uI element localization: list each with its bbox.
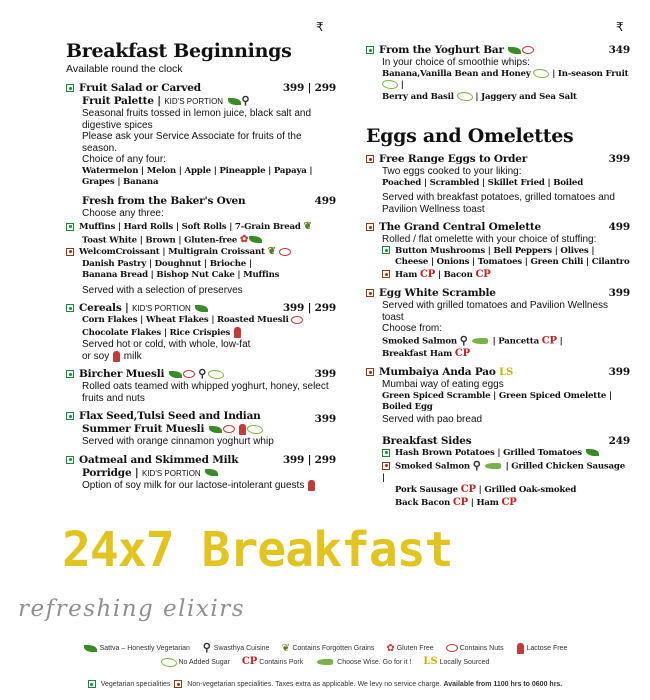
item-name: Fruit Salad or Carved — [79, 82, 201, 94]
item-options: Smoked Salmon — [395, 461, 470, 471]
footer-note — [0, 680, 650, 688]
item-options: Chocolate Flakes | Rice Crispies — [82, 327, 231, 338]
menu-item-flax — [66, 410, 336, 448]
veg-icon — [66, 304, 74, 312]
no-added-sugar-icon — [161, 658, 177, 667]
legend-label: Sattva – Honestly Vegetarian — [99, 644, 190, 652]
item-name: Oatmeal and Skimmed Milk — [79, 453, 239, 466]
nonveg-icon — [366, 155, 374, 163]
kids-portion-label: KID'S PORTION — [141, 468, 201, 478]
item-options: | Jaggery and Sea Salt — [475, 91, 577, 102]
item-choice: Choose from: — [382, 323, 443, 334]
item-price: 399 — [608, 366, 630, 378]
sattva-icon — [249, 236, 262, 243]
nuts-icon — [522, 46, 534, 54]
item-options: Watermelon | Melon | Apple | Pineapple | Papaya | — [82, 165, 313, 176]
banner-24x7-breakfast: 24x7 Breakfast — [62, 522, 453, 578]
contains-pork-label: CP — [241, 656, 258, 667]
item-description: Rolled / flat omelette with your choice of stuffing: — [382, 234, 597, 245]
contains-pork-label: CP — [419, 268, 436, 280]
veg-icon — [382, 449, 390, 457]
footer-nonveg: Non-vegetarian specialities. Taxes extra as applicable. We levy no service charge. — [187, 680, 442, 688]
menu-item-eggs — [366, 153, 630, 215]
item-choice: Choice of any four: — [82, 154, 166, 165]
item-price: 399 — [314, 413, 336, 426]
item-options: Back Bacon — [395, 497, 451, 508]
currency-symbol-right: ₹ — [616, 20, 624, 34]
sattva-icon — [169, 371, 182, 378]
kids-portion-label: KID'S PORTION — [164, 97, 224, 106]
no-added-sugar-icon — [247, 425, 263, 434]
currency-symbol-left: ₹ — [316, 20, 324, 34]
item-name: From the Yoghurt Bar — [379, 44, 504, 56]
lactose-free-icon — [517, 643, 524, 654]
item-description: Seasonal fruits tossed in lemon juice, black salt and digestive spices — [82, 108, 312, 131]
item-description: Served with orange cinnamon yoghurt whip — [82, 436, 274, 448]
item-served: Served with pao bread — [382, 413, 483, 425]
item-options: Poached | Scrambled | Skillet Fried | Boiled — [382, 177, 583, 188]
veg-icon — [382, 246, 390, 254]
item-options: | Bacon — [437, 269, 473, 280]
legend-row-2 — [0, 656, 650, 667]
item-note: Please ask your Service Associate for fruits of the season. — [82, 131, 302, 154]
section-title-breakfast: Breakfast Beginnings — [66, 40, 292, 62]
swasthya-icon: ⚲ — [198, 367, 207, 381]
sattva-icon — [84, 645, 97, 652]
contains-pork-label: CP — [501, 496, 517, 508]
item-name: Fresh from the Baker's Oven — [82, 194, 246, 207]
legend-label: Lactose Free — [526, 644, 568, 652]
item-options: Muffins | Hard Rolls | Soft Rolls | 7-Grain Bread — [79, 222, 301, 232]
item-options: Banana Bread | Bishop Nut Cake | Muffins — [82, 270, 280, 281]
sattva-icon — [228, 98, 241, 105]
item-options: Toast White | Brown | Gluten-free — [82, 234, 238, 245]
legend-label: Contains Forgotten Grains — [292, 644, 375, 652]
section-title-eggs: Eggs and Omelettes — [366, 125, 574, 147]
menu-item-oatmeal — [66, 454, 336, 492]
legend-label: Contains Nuts — [459, 644, 504, 652]
grains-icon: ❦ — [281, 642, 291, 654]
choose-wise-icon — [485, 463, 501, 469]
lactose-free-icon — [113, 351, 120, 362]
item-name: Cereals | — [79, 302, 129, 315]
legend-label: Swasthya Cuisine — [213, 644, 270, 652]
item-price: 399 — [608, 287, 630, 299]
nonveg-icon — [174, 680, 182, 688]
item-options: | Grilled Chicken Sausage | — [382, 461, 625, 483]
contains-pork-label: CP — [475, 268, 491, 280]
item-served: Served with a selection of preserves — [82, 284, 243, 296]
nuts-icon — [291, 316, 303, 324]
item-options: | Ham — [470, 497, 499, 508]
item-choice: Choose any three: — [82, 207, 164, 219]
locally-sourced-label: LS — [423, 656, 438, 667]
item-name: Mumbaiya Anda Pao — [379, 366, 496, 378]
item-options: Pork Sausage — [395, 485, 458, 495]
lactose-free-icon — [239, 424, 246, 435]
section-subtitle: Available round the clock — [66, 63, 183, 75]
item-options: | Grilled Oak-smoked — [478, 485, 577, 495]
left-column — [66, 40, 336, 492]
item-options: Berry and Basil — [382, 91, 454, 102]
item-options: Hash Brown Potatoes | Grilled Tomatoes — [395, 448, 582, 458]
item-price: 399 | 299 — [282, 302, 336, 315]
item-price: 499 — [608, 221, 630, 233]
choose-wise-icon — [472, 338, 488, 344]
item-name: Order — [493, 153, 528, 165]
no-added-sugar-icon — [533, 69, 549, 78]
item-options: Smoked Salmon — [382, 336, 457, 346]
item-options: Danish Pastry | Doughnut | Brioche | — [82, 258, 252, 269]
item-price: 399 — [608, 153, 630, 165]
item-description: Rolled oats teamed with whipped yoghurt, honey, select fruits and nuts — [82, 381, 329, 404]
nonveg-icon — [366, 368, 374, 376]
no-added-sugar-icon — [382, 80, 398, 89]
nuts-icon — [446, 644, 458, 652]
item-options: WelcomCroissant | Multigrain Croissant — [79, 247, 265, 258]
item-options: Ham — [395, 269, 418, 280]
legend-label: No Added Sugar — [178, 659, 230, 666]
contains-pork-label: CP — [452, 496, 468, 508]
no-added-sugar-icon — [457, 92, 473, 101]
item-price: 399 — [314, 368, 336, 381]
legend-label: Locally Sourced — [439, 659, 490, 666]
item-description: Mumbai way of eating eggs — [382, 379, 504, 390]
veg-icon — [66, 456, 74, 464]
item-name: Summer Fruit Muesli — [82, 423, 205, 436]
menu-item-bircher — [66, 368, 336, 404]
footer-veg: Vegetarian specialities — [100, 680, 171, 688]
nuts-icon — [183, 370, 195, 378]
menu-item-sides — [366, 435, 630, 509]
veg-icon — [88, 680, 96, 688]
contains-pork-label: CP — [454, 347, 470, 359]
menu-item-omelette — [366, 221, 630, 281]
item-name: Fruit Palette | — [82, 95, 161, 107]
menu-item-cereals — [66, 302, 336, 362]
item-options: | Pancetta — [492, 336, 539, 346]
item-options: Grapes | Banana — [82, 177, 159, 187]
swasthya-icon: ⚲ — [241, 94, 250, 107]
lactose-free-icon — [234, 327, 241, 338]
sattva-icon — [195, 305, 208, 312]
item-name: Porridge | — [82, 466, 139, 479]
grains-icon: ❦ — [267, 246, 276, 258]
contains-pork-label: CP — [541, 335, 557, 346]
item-served: Served with breakfast potatoes, grilled tomatoes and Pavilion Wellness toast — [382, 192, 615, 215]
item-options: Banana,Vanilla Bean and Honey — [382, 68, 531, 79]
item-name: The Grand Central Omelette — [379, 221, 542, 233]
item-description: Served with grilled tomatoes and Pavilion Wellness toast — [382, 300, 609, 323]
nonveg-icon — [366, 289, 374, 297]
nonveg-icon — [382, 462, 390, 470]
item-name: Flax Seed,Tulsi Seed and Indian — [79, 410, 261, 423]
veg-icon — [66, 412, 74, 420]
menu-item-eggwhite — [366, 287, 630, 360]
swasthya-icon: ⚲ — [459, 333, 468, 347]
sattva-icon — [209, 426, 222, 433]
nuts-icon — [223, 425, 235, 433]
item-price: 399 | 299 — [282, 453, 336, 466]
item-name: Breakfast Sides — [382, 435, 472, 447]
item-price: 349 — [608, 44, 630, 56]
item-name: Bircher Muesli — [79, 368, 165, 381]
item-options: | — [559, 336, 563, 346]
grains-icon: ❦ — [303, 221, 312, 232]
menu-item-anda-pao — [366, 366, 630, 425]
choose-wise-icon — [317, 659, 333, 665]
sattva-icon — [205, 469, 218, 476]
item-name: Free Range Eggs to — [379, 153, 491, 165]
legend-label: Choose Wise. Go for it ! — [337, 659, 412, 666]
footer-hours: Available from 1100 hrs to 0600 hrs. — [443, 680, 563, 688]
veg-icon — [66, 370, 74, 378]
item-price: 499 — [314, 194, 336, 207]
legend-row-1 — [0, 642, 650, 654]
nonveg-icon — [66, 248, 74, 256]
veg-icon — [366, 46, 374, 54]
swasthya-icon: ⚲ — [202, 642, 211, 654]
item-description: Option of soy milk for our lactose-intolerant guests — [82, 480, 305, 492]
veg-icon — [66, 223, 74, 231]
item-name: Egg White Scramble — [379, 287, 496, 299]
right-column — [366, 44, 630, 509]
item-description: Served hot or cold, with whole, low-fat — [82, 339, 251, 351]
item-options: Button Mushrooms | Bell Peppers | Olives | — [395, 245, 595, 256]
item-description: Two eggs cooked to your liking: — [382, 166, 522, 177]
kids-portion-label: KID'S PORTION — [132, 304, 191, 314]
sattva-icon — [586, 449, 599, 456]
item-description: or soy — [82, 350, 110, 362]
item-options: Cheese | Onions | Tomatoes | Green Chili | Cilantro — [395, 257, 630, 267]
contains-pork-label: CP — [460, 484, 476, 495]
gluten-free-icon: ✿ — [386, 642, 395, 654]
item-description: In your choice of smoothie whips: — [382, 57, 530, 68]
item-price: 249 — [608, 435, 630, 447]
legend-label: Contains Pork — [259, 659, 304, 666]
item-options: Green Spiced Scramble | Green Spiced Omelette | Boiled Egg — [382, 390, 612, 412]
swasthya-icon: ⚲ — [472, 458, 481, 472]
sattva-icon — [508, 47, 521, 54]
nonveg-icon — [366, 223, 374, 231]
item-options: Corn Flakes | Wheat Flakes | Roasted Muesli — [82, 315, 289, 326]
item-description: milk — [123, 350, 142, 362]
item-price: 399 | 299 — [282, 82, 336, 94]
nuts-icon — [279, 248, 291, 256]
menu-item-fruit — [66, 82, 336, 189]
item-options: Breakfast Ham — [382, 348, 453, 359]
lactose-free-icon — [308, 480, 315, 491]
refreshing-elixirs-heading: refreshing elixirs — [18, 596, 245, 622]
menu-item-yoghurt: From the Yoghurt Bar 349 In your choice of smoothie whips: Banana,Vanilla Bean and Honey | In-season Fruit | Berry and Basil | Jaggery and Sea Salt — [366, 44, 630, 103]
menu-item-baker — [66, 195, 336, 297]
nonveg-icon — [382, 270, 390, 278]
item-options: | In-season Fruit — [552, 68, 629, 79]
locally-sourced-label: LS — [499, 367, 513, 378]
gluten-free-icon: ✿ — [239, 233, 249, 245]
veg-icon — [66, 84, 74, 92]
legend-label: Gluten Free — [396, 644, 434, 652]
no-added-sugar-icon — [208, 370, 224, 379]
